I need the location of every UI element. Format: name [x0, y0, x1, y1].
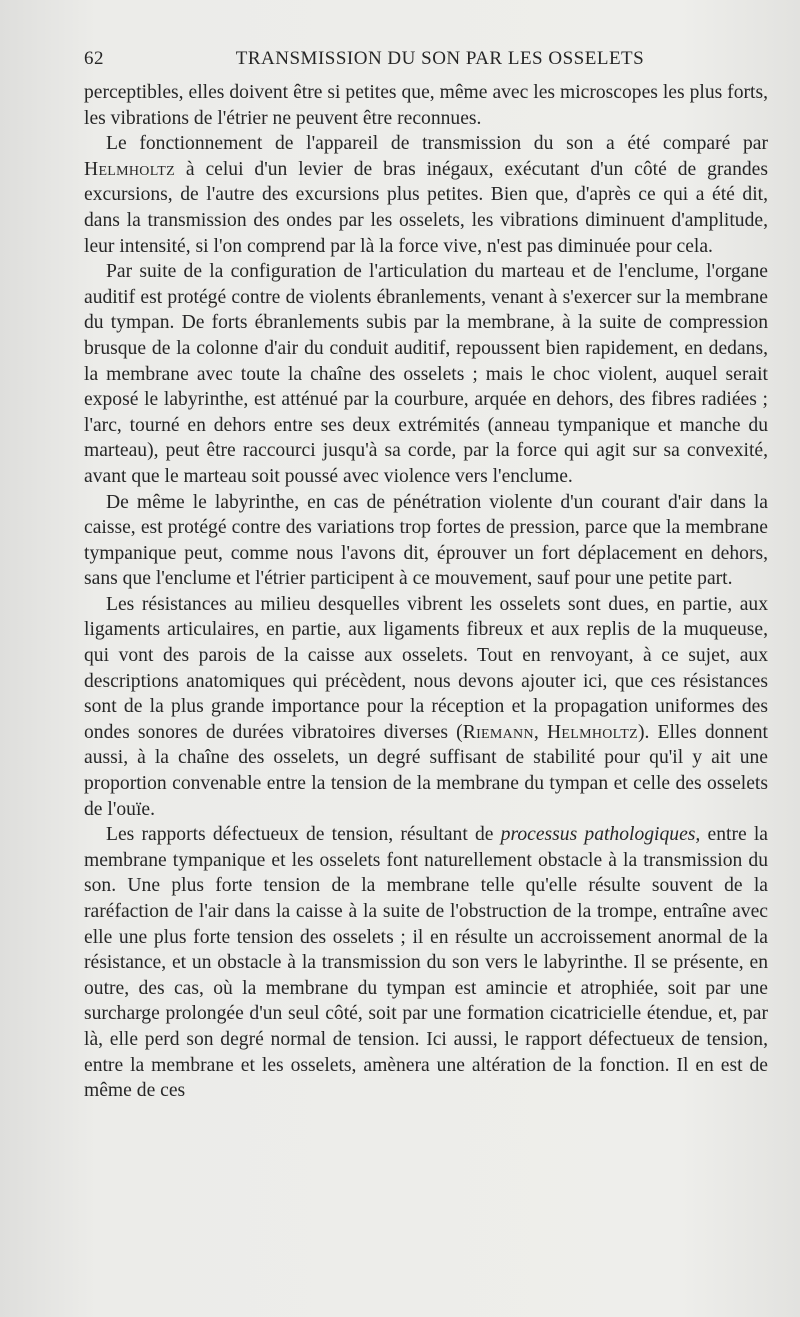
text-run: à celui d'un levier de bras inégaux, exécutant d'un côté de grandes excursions, de l'autre des excursions plus petites. Bien que, d'après ce qui a été dit, dans la transmission des ondes par les osselets, les vibrations diminuent d'amplitude, leur intensité, si l'on comprend par là la force vive, n'est pas diminuée pour cela. [84, 158, 768, 257]
text-run: De même le labyrinthe, en cas de pénétration violente d'un courant d'air dans la caisse, est protégé contre des variations trop fortes de pression, parce que la membrane tympanique peut, comme nous l'avons dit, éprouver un fort déplacement en dehors, sans que l'enclume et l'étrier participent à ce mouvement, sauf pour une petite part. [84, 491, 768, 590]
paragraph [84, 490, 768, 592]
author-name: Helmholtz [84, 158, 175, 180]
text-run: Le fonctionnement de l'appareil de transmission du son a été comparé par [106, 133, 768, 155]
paragraph [84, 80, 768, 131]
text-run: perceptibles, elles doivent être si petites que, même avec les microscopes les plus forts, les vibrations de l'étrier ne peuvent être reconnues. [84, 82, 768, 129]
paragraph [84, 131, 768, 259]
running-title: TRANSMISSION DU SON PAR LES OSSELETS [235, 48, 645, 69]
page-number: 62 [84, 48, 104, 69]
paragraph [84, 259, 768, 489]
text-run: entre la membrane tympanique et les osselets font naturellement obstacle à la transmission du son. Une plus forte tension de la membrane telle qu'elle résulte souvent de la raréfaction de l'air dans la caisse à la suite de l'obstruction de la trompe, entraîne avec elle une plus forte tension des osselets ; il en résulte un accroissement anormal de la résistance, et un obstacle à la transmission du son vers le labyrinthe. Il se présente, en outre, des cas, où la membrane du tympan est amincie et atrophiée, soit par une surcharge prolongée d'un seul côté, soit par une formation cicatricielle étendue, et, par là, elle perd son degré normal de tension. Ici aussi, le rapport défectueux de tension, entre la membrane et les osselets, amènera une altération de la fonction. Il en est de même de ces [84, 824, 768, 1102]
author-name: Helmholtz [546, 721, 638, 743]
text-run: ). Elles donnent aussi, à la chaîne des osselets, un degré suffisant de stabilité pour qu'il y ait une proportion convenable entre la tension de la membrane du tympan et celle des osselets de l'ouïe. [84, 721, 768, 820]
author-name: Riemann [462, 721, 534, 743]
paragraph [84, 592, 768, 822]
text-run: Les résistances au milieu desquelles vibrent les osselets sont dues, en partie, aux ligaments articulaires, en partie, aux ligaments fibreux et aux replis de la muqueuse, qui vont des parois de la caisse aux osselets. Tout en renvoyant, à ce sujet, aux descriptions anatomiques qui précèdent, nous devons ajouter ici, que ces résistances sont de la plus grande importance pour la réception et la propagation uniformes des ondes sonores de durées vibratoires diverses ( [84, 593, 768, 743]
page-header [84, 48, 756, 74]
text-run: Par suite de la configuration de l'articulation du marteau et de l'enclume, l'organe auditif est protégé contre de violents ébranlements, venant à s'exercer sur la membrane du tympan. De forts ébranlements subis par la membrane, à la suite de compression brusque de la colonne d'air du conduit auditif, repoussent bien rapidement, en dedans, la membrane avec toute la chaîne des osselets ; mais le choc violent, auquel serait exposé le labyrinthe, est atténué par la courbure, arquée en dehors, des fibres radiées ; l'arc, tourné en dehors entre ses deux extrémités (anneau tympanique et manche du marteau), peut être raccourci jusqu'à sa corde, par la force qui agit sur sa convexité, avant que le marteau soit poussé avec violence vers l'enclume. [84, 261, 768, 487]
body-text [84, 80, 768, 1104]
paragraph [84, 822, 768, 1104]
text-run: , [533, 721, 547, 743]
emphasis-text: processus pathologiques, [500, 824, 701, 846]
text-run: Les rapports défectueux de tension, résultant de [106, 824, 501, 846]
